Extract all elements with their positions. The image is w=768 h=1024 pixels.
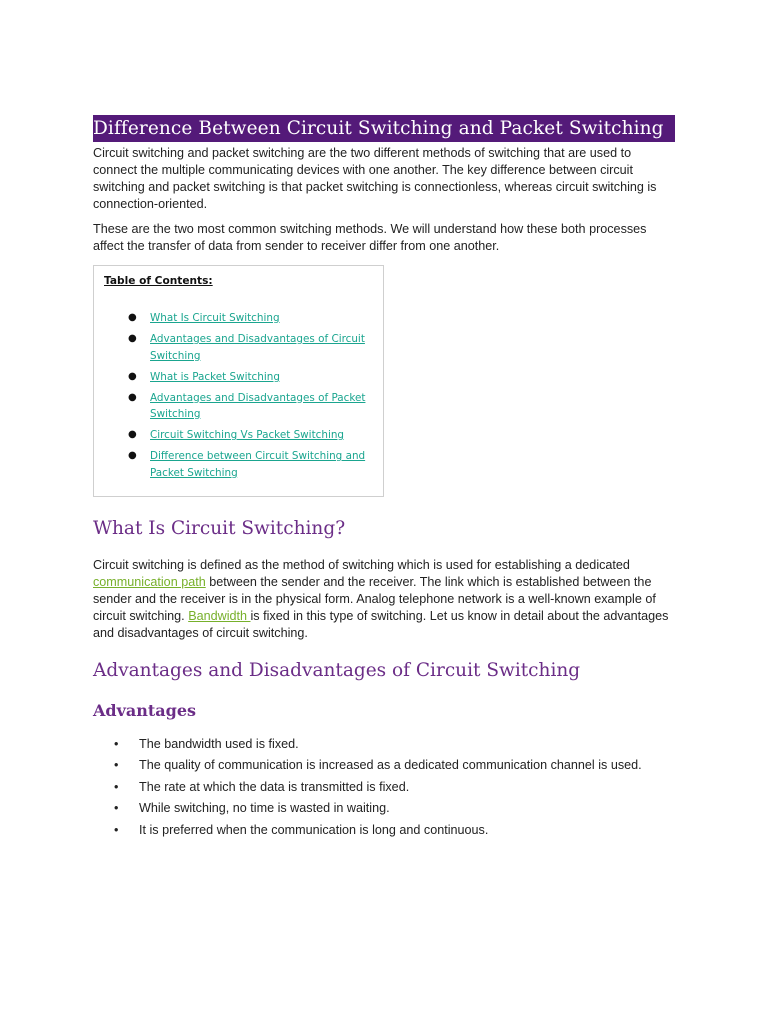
list-item-text: The rate at which the data is transmitted is fixed. (139, 779, 410, 794)
toc-link-packet-adv-disadv[interactable]: Advantages and Disadvantages of Packet Switching (150, 391, 366, 420)
paragraph-text: Circuit switching is defined as the method of switching which is used for establishing a dedicated (93, 557, 630, 572)
bullet-icon: • (114, 801, 119, 815)
bullet-icon: • (114, 779, 119, 794)
page-title: Difference Between Circuit Switching and Packet Switching (93, 115, 675, 142)
bullet-icon: ● (128, 312, 137, 323)
toc-link-difference[interactable]: Difference between Circuit Switching and Packet Switching (150, 450, 366, 479)
circuit-switching-paragraph (93, 557, 675, 642)
section-heading-circuit-switching: What Is Circuit Switching? (93, 517, 346, 539)
toc-link-circuit-adv-disadv[interactable]: Advantages and Disadvantages of Circuit Switching (150, 333, 365, 362)
list-item (93, 779, 675, 796)
bullet-icon: ● (128, 429, 137, 440)
list-item-text: While switching, no time is wasted in waiting. (139, 801, 390, 815)
list-item-text: The bandwidth used is fixed. (139, 736, 299, 751)
bullet-icon: • (114, 822, 119, 837)
link-bandwidth[interactable]: Bandwidth (188, 608, 251, 623)
toc-item (94, 390, 383, 423)
toc-item (94, 331, 383, 364)
bullet-icon: • (114, 758, 119, 772)
document-page (93, 115, 675, 843)
bullet-icon: ● (128, 370, 137, 382)
list-item (93, 736, 675, 753)
toc-item (94, 427, 383, 444)
toc-item (94, 448, 383, 481)
list-item (93, 822, 675, 839)
list-item (93, 757, 675, 774)
list-item-text: It is preferred when the communication is long and continuous. (139, 822, 489, 837)
link-communication-path[interactable]: communication path (93, 574, 206, 589)
bullet-icon: • (114, 736, 119, 751)
toc-link-circuit-vs-packet[interactable]: Circuit Switching Vs Packet Switching (150, 429, 345, 441)
toc-item (94, 369, 383, 386)
section-heading-adv-disadv: Advantages and Disadvantages of Circuit Switching (93, 659, 581, 681)
toc-list (94, 310, 383, 481)
advantages-list (93, 736, 675, 839)
list-item-text: The quality of communication is increased as a dedicated communication channel is used. (139, 758, 642, 772)
toc-link-what-is-circuit-switching[interactable]: What Is Circuit Switching (150, 312, 280, 324)
paragraph-text: is fixed in this type of switching. Let us know in detail about the advantages and disadvantages of circuit switching. (93, 608, 669, 640)
subheading-advantages: Advantages (93, 700, 197, 720)
bullet-icon: ● (128, 333, 137, 344)
table-of-contents (93, 265, 384, 497)
toc-item (94, 310, 383, 327)
paragraph-text: between the sender and the receiver. The link which is established between the sender and the receiver is in the physical form. Analog telephone network is a well-known example of circuit switching. (93, 574, 656, 623)
intro-paragraph-2: These are the two most common switching methods. We will understand how these both processes affect the transfer of data from sender to receiver differ from one another. (93, 222, 647, 253)
bullet-icon: ● (128, 391, 137, 403)
bullet-icon: ● (128, 450, 137, 461)
list-item (93, 800, 675, 817)
toc-link-what-is-packet-switching[interactable]: What is Packet Switching (150, 370, 280, 383)
intro-paragraph-1: Circuit switching and packet switching are the two different methods of switching that are used to connect the multiple communicating devices with one another. The key difference between circuit switching and packet switching is that packet switching is connectionless, whereas circuit switching is connection-oriented. (93, 146, 657, 211)
toc-title: Table of Contents: (104, 275, 213, 287)
